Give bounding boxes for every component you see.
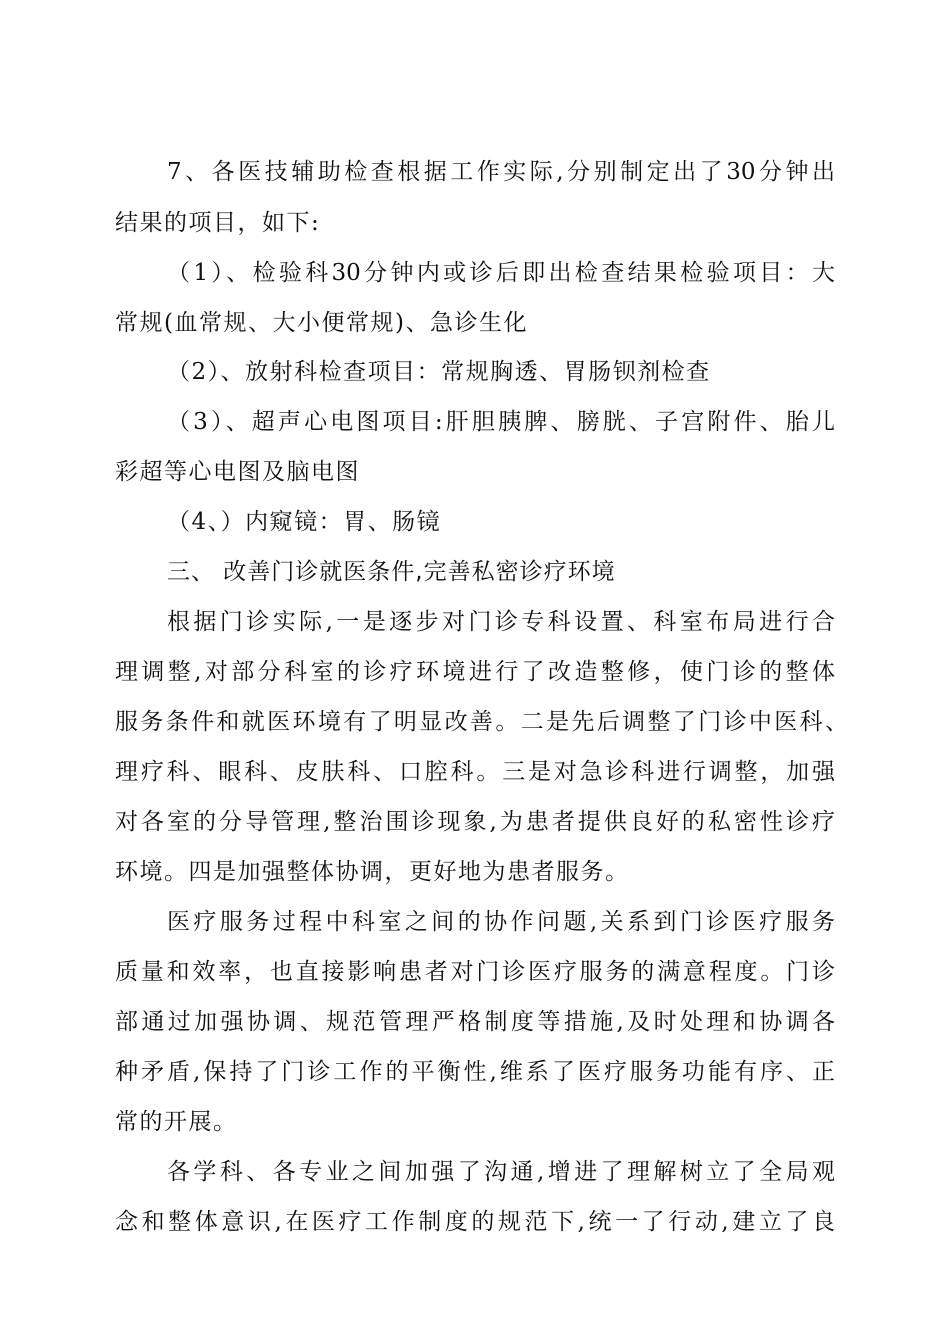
- text-line: 理疗科、眼科、皮肤科、口腔科。三是对急诊科进行调整，加强: [115, 759, 835, 785]
- text-line: 质量和效率，也直接影响患者对门诊医疗服务的满意程度。门诊: [115, 959, 835, 985]
- text-line: 部通过加强协调、规范管理严格制度等措施,及时处理和协调各: [115, 1009, 835, 1035]
- text-line: 根据门诊实际,一是逐步对门诊专科设置、科室布局进行合: [167, 609, 835, 635]
- text-line: 念和整体意识,在医疗工作制度的规范下,统一了行动,建立了良: [115, 1209, 835, 1235]
- text-line: 彩超等心电图及脑电图: [115, 459, 360, 485]
- text-line: 医疗服务过程中科室之间的协作问题,关系到门诊医疗服务: [167, 909, 835, 935]
- text-line: 理调整,对部分科室的诊疗环境进行了改造整修，使门诊的整体: [115, 659, 835, 685]
- text-line: 环境。四是加强整体协调，更好地为患者服务。: [115, 859, 630, 885]
- text-line: 7、各医技辅助检查根据工作实际,分别制定出了30分钟出: [167, 159, 835, 185]
- text-line: （3）、超声心电图项目:肝胆胰脾、膀胱、子宫附件、胎儿: [167, 409, 835, 435]
- text-line: （4、）内窥镜：胃、肠镜: [167, 509, 442, 535]
- text-line: 种矛盾,保持了门诊工作的平衡性,维系了医疗服务功能有序、正: [115, 1059, 835, 1085]
- text-line: 结果的项目，如下:: [115, 210, 321, 236]
- text-line: 各学科、各专业之间加强了沟通,增进了理解树立了全局观: [167, 1159, 835, 1185]
- text-line: 常规(血常规、大小便常规)、急诊生化: [115, 310, 528, 336]
- section-heading: 三、 改善门诊就医条件,完善私密诊疗环境: [167, 559, 616, 585]
- text-line: （2）、放射科检查项目：常规胸透、胃肠钡剂检查: [167, 359, 711, 385]
- text-line: 对各室的分导管理,整治围诊现象,为患者提供良好的私密性诊疗: [115, 809, 835, 835]
- text-line: 常的开展。: [115, 1109, 238, 1135]
- text-line: （1）、检验科30分钟内或诊后即出检查结果检验项目：大: [167, 260, 835, 286]
- text-line: 服务条件和就医环境有了明显改善。二是先后调整了门诊中医科、: [115, 709, 848, 735]
